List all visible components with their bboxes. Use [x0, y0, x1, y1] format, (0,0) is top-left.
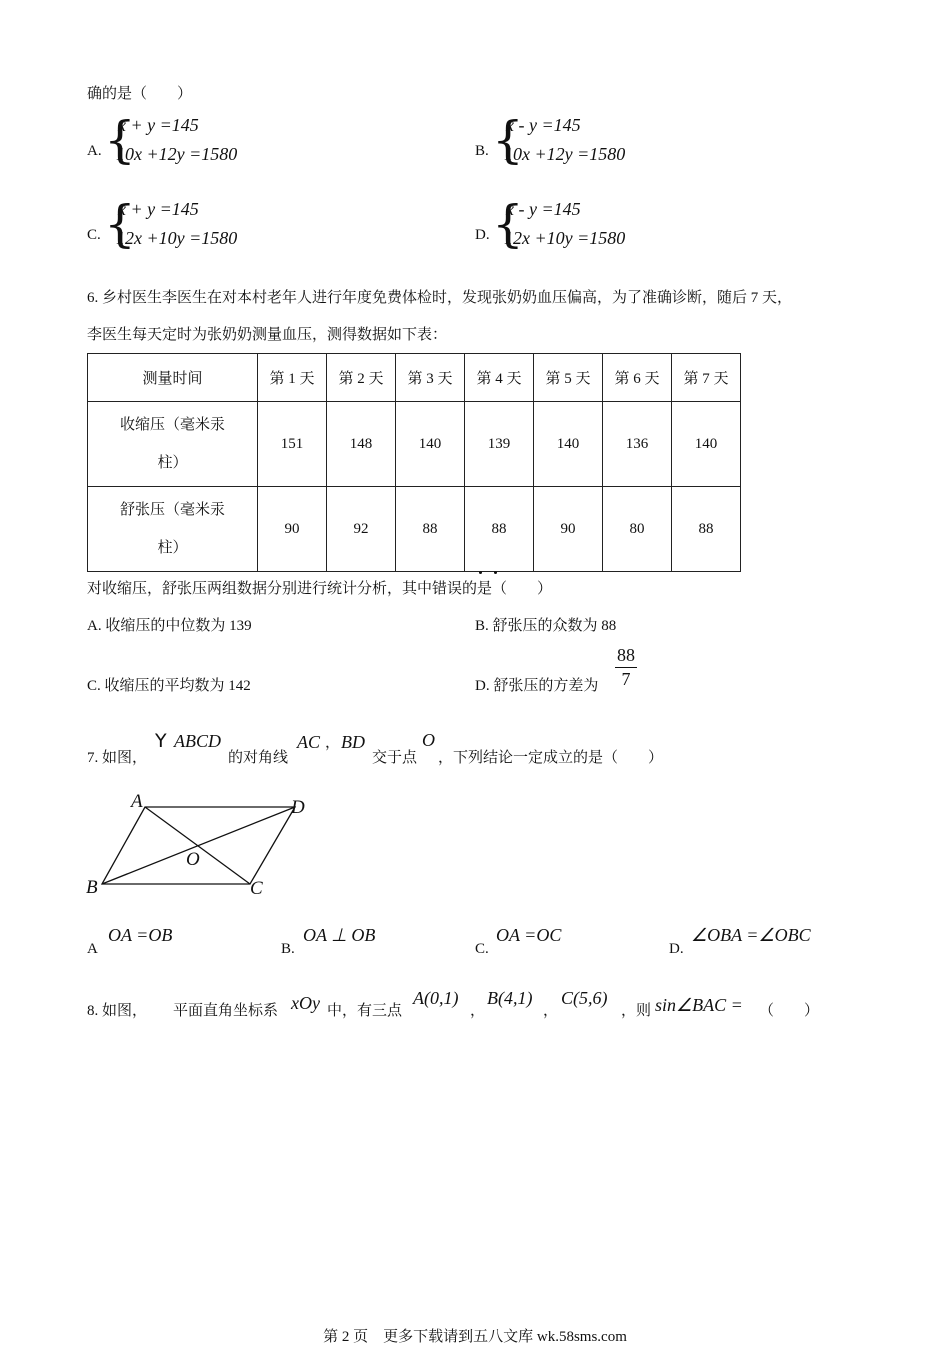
- table-cell: 139: [465, 402, 534, 487]
- q5-option-d-label: D.: [475, 227, 490, 243]
- vertex-label-c: C: [250, 878, 263, 899]
- q6-option-b: B. 舒张压的众数为 88: [475, 618, 617, 634]
- brace-icon: {: [104, 195, 136, 253]
- row-label-line2: 柱）: [157, 540, 188, 556]
- q8-prefix: 8. 如图，: [87, 1003, 148, 1019]
- q8-point-b: B(4,1): [487, 988, 533, 1008]
- q7-o: O: [422, 730, 435, 750]
- q7-text1: 的对角线: [228, 750, 289, 766]
- q5-option-b-eq2: 10x +12y =1580: [504, 144, 626, 164]
- q6-stem-line2: 李医生每天定时为张奶奶测量血压，测得数据如下表：: [87, 327, 448, 343]
- table-row: [88, 487, 741, 572]
- q6-option-d-fraction: [614, 645, 638, 690]
- center-label-o: O: [186, 849, 200, 870]
- fraction-bar: [615, 667, 637, 668]
- row-label-line1: 收缩压（毫米汞: [119, 417, 225, 433]
- table-cell: 80: [603, 487, 672, 572]
- q8-point-a: A(0,1): [413, 988, 459, 1008]
- table-header-cell: 第 6 天: [603, 354, 672, 402]
- table-cell: 90: [258, 487, 327, 572]
- emphasis-dot: [479, 571, 482, 574]
- q5-option-a-eq2: 10x +12y =1580: [116, 144, 238, 164]
- q5-option-c-eq2: 12x +10y =1580: [116, 228, 238, 248]
- q7-option-c-label: C.: [475, 941, 489, 957]
- brace-icon: {: [104, 111, 136, 169]
- q5-option-d-eq2: 12x +10y =1580: [504, 228, 626, 248]
- q5-option-d-eq1: x - y =145: [506, 199, 581, 219]
- q8-sep: ，: [470, 1003, 486, 1019]
- table-header-cell: 测量时间: [88, 354, 258, 402]
- q6-option-d-text: D. 舒张压的方差为: [475, 678, 599, 694]
- q6-question: 对收缩压，舒张压两组数据分别进行统计分析，其中错误的是（ ）: [87, 581, 553, 597]
- table-row: [88, 402, 741, 487]
- table-header-cell: 第 1 天: [258, 354, 327, 402]
- table-header-row: [88, 354, 741, 402]
- q6-option-c: C. 收缩压的平均数为 142: [87, 678, 251, 694]
- q8-text3: ，则: [621, 1003, 652, 1019]
- q7-option-d-label: D.: [669, 941, 684, 957]
- vertex-label-a: A: [131, 791, 143, 812]
- q6-stem-line1: 6. 乡村医生李医生在对本村老年人进行年度免费体检时，发现张奶奶血压偏高，为了准确诊断，随后 7 天，: [87, 290, 793, 306]
- q8-xoy: xOy: [291, 993, 320, 1013]
- parallelogram-figure: [80, 785, 320, 900]
- table-header-cell: 第 4 天: [465, 354, 534, 402]
- q5-option-a-eq1: x + y =145: [118, 115, 199, 135]
- parallelogram-symbol: Y: [155, 730, 167, 752]
- q8-expr: sin∠BAC =: [655, 995, 743, 1015]
- blood-pressure-table: [87, 353, 741, 572]
- table-cell: 90: [534, 487, 603, 572]
- row-label-line2: 柱）: [157, 455, 188, 471]
- table-cell: 88: [396, 487, 465, 572]
- table-header-cell: 第 5 天: [534, 354, 603, 402]
- q7-ac: AC: [297, 732, 321, 752]
- row-label-diastolic: [88, 487, 258, 572]
- fraction-denominator: 7: [621, 669, 631, 689]
- diagonal-bd: [102, 807, 295, 884]
- q8-text2: 中，有三点: [327, 1003, 403, 1019]
- q7-option-a-expr: OA =OB: [108, 925, 173, 945]
- q5-option-a-label: A.: [87, 143, 102, 159]
- q8-text4: （ ）: [759, 1003, 820, 1019]
- table-header-cell: 第 2 天: [327, 354, 396, 402]
- brace-icon: {: [492, 195, 524, 253]
- table-cell: 140: [534, 402, 603, 487]
- q8-text1: 平面直角坐标系: [173, 1003, 279, 1019]
- row-label-systolic: [88, 402, 258, 487]
- table-header-cell: 第 7 天: [672, 354, 741, 402]
- q7-option-b-expr: OA ⊥ OB: [303, 925, 376, 945]
- q7-bd: BD: [341, 732, 365, 752]
- q7-option-a-label: A: [87, 941, 98, 957]
- q8-point-c: C(5,6): [561, 988, 608, 1008]
- vertex-label-d: D: [291, 797, 305, 818]
- q7-option-d-expr: ∠OBA =∠OBC: [691, 925, 811, 945]
- row-label-line1: 舒张压（毫米汞: [119, 502, 225, 518]
- q6-option-a: A. 收缩压的中位数为 139: [87, 618, 252, 634]
- table-header-cell: 第 3 天: [396, 354, 465, 402]
- q7-option-b-label: B.: [281, 941, 295, 957]
- q7-text3: ，下列结论一定成立的是（ ）: [438, 750, 664, 766]
- table-cell: 88: [465, 487, 534, 572]
- fraction-numerator: 88: [617, 645, 635, 665]
- table-cell: 140: [396, 402, 465, 487]
- table-cell: 148: [327, 402, 396, 487]
- q7-comma: ，: [325, 735, 341, 751]
- q8-sep: ，: [543, 1003, 559, 1019]
- q5-stem-tail: 确的是（ ）: [87, 86, 193, 102]
- vertex-label-b: B: [86, 877, 98, 898]
- table-cell: 151: [258, 402, 327, 487]
- q7-option-c-expr: OA =OC: [496, 925, 562, 945]
- q5-option-b-eq1: x - y =145: [506, 115, 581, 135]
- table-cell: 136: [603, 402, 672, 487]
- table-cell: 88: [672, 487, 741, 572]
- q5-option-c-label: C.: [87, 227, 101, 243]
- q7-abcd: ABCD: [174, 731, 221, 751]
- q7-prefix: 7. 如图，: [87, 750, 148, 766]
- table-cell: 140: [672, 402, 741, 487]
- emphasis-dot: [494, 571, 497, 574]
- q7-text2: 交于点: [372, 750, 418, 766]
- q5-option-c-eq1: x + y =145: [118, 199, 199, 219]
- page-footer: 第 2 页 更多下载请到五八文库 wk.58sms.com: [323, 1329, 627, 1345]
- table-cell: 92: [327, 487, 396, 572]
- brace-icon: {: [492, 111, 524, 169]
- q5-option-b-label: B.: [475, 143, 489, 159]
